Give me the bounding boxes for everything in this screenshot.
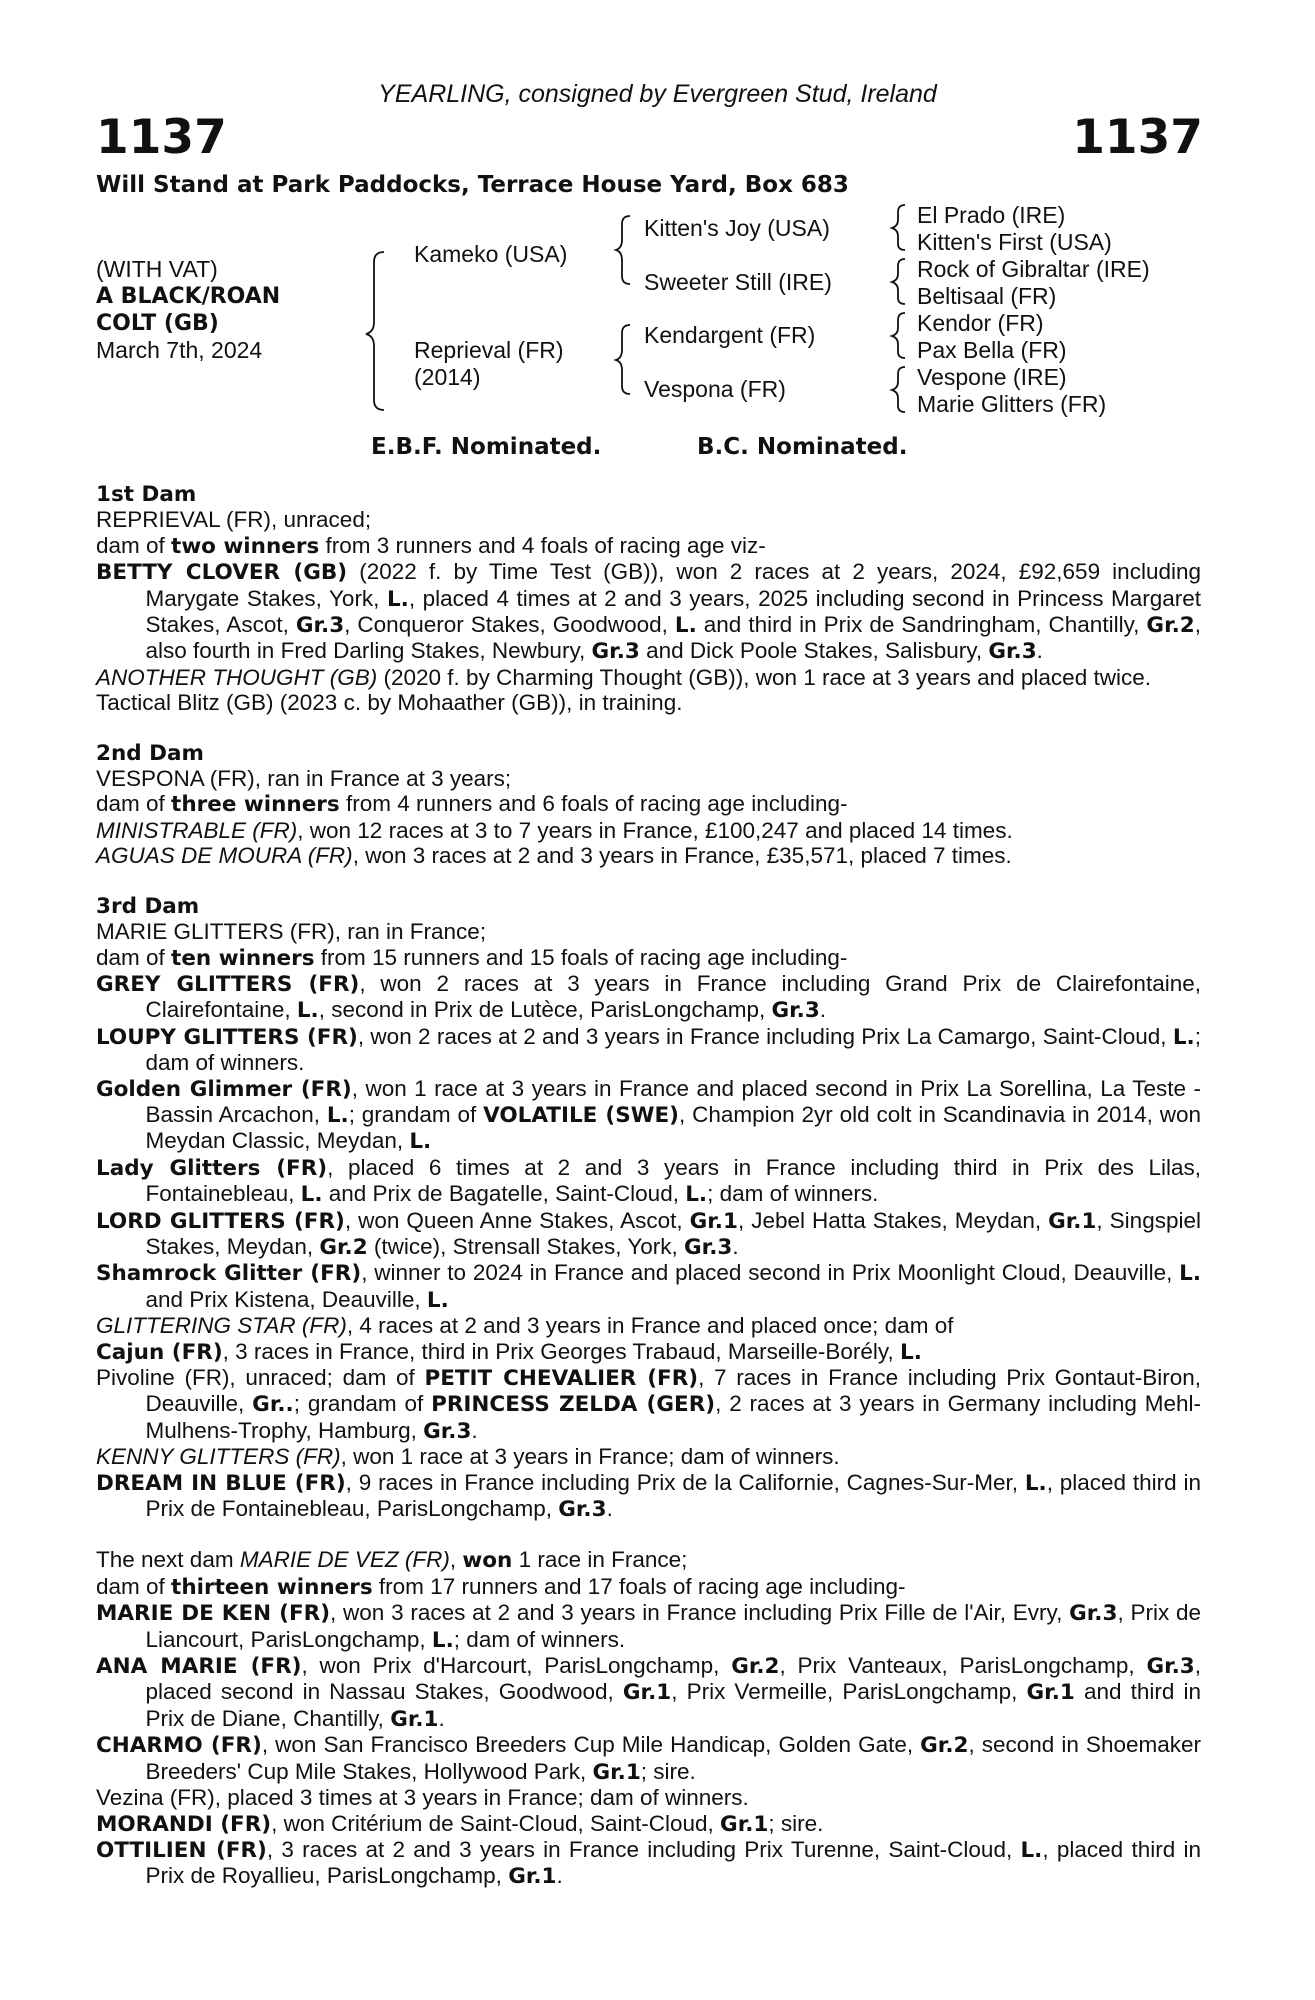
second-dam-produce: dam of three winners from 4 runners and 6 foals of racing age including- [96,791,848,818]
produce-entry: Lady Glitters (FR), placed 6 times at 2 and 3 years in France including third in Prix des Lilas, Fontainebleau, L. and Prix de Bagatelle, Saint-Cloud, L.; dam of winners. [96,1154,1201,1208]
produce-entry: LORD GLITTERS (FR), won Queen Anne Stakes, Ascot, Gr.1, Jebel Hatta Stakes, Meydan, Gr.1, Singspiel Stakes, Meydan, Gr.2 (twice), Strensall Stakes, York, Gr.3. [96,1207,1201,1260]
produce-entry: OTTILIEN (FR), 3 races at 2 and 3 years in France including Prix Turenne, Saint-Cloud, L., placed third in Prix de Royallieu, ParisLongchamp, Gr.1. [96,1836,1201,1890]
lot-number-right: 1137 [1072,110,1203,165]
pedigree-dam-year: (2014) [414,364,481,390]
bracket-gen3-1 [892,205,905,250]
produce-entry: DREAM IN BLUE (FR), 9 races in France including Prix de la Californie, Cagnes-Sur-Mer, L., placed third in Prix de Fontainebleau, ParisLongchamp, Gr.3. [96,1469,1202,1523]
next-dam-line: The next dam MARIE DE VEZ (FR), won 1 race in France; [96,1547,688,1574]
foaling-date: March 7th, 2024 [96,337,263,363]
third-dam-produce: dam of ten winners from 15 runners and 15 foals of racing age including- [96,944,848,971]
pedigree-sire-sire: Kitten's Joy (USA) [644,215,830,241]
produce-entry: Shamrock Glitter (FR), winner to 2024 in France and placed second in Prix Moonlight Cloud, Deauville, L. and Prix Kistena, Deauville, L. [96,1260,1201,1313]
produce-entry: CHARMO (FR), won San Francisco Breeders Cup Mile Handicap, Golden Gate, Gr.2, second in Shoemaker Breeders' Cup Mile Stakes, Hollywood Park, Gr.1; sire. [96,1732,1201,1785]
pedigree-g3-6: Pax Bella (FR) [917,337,1067,363]
produce-entry: ANOTHER THOUGHT (GB) (2020 f. by Charming Thought (GB)), won 1 race at 3 years and placed twice. [96,664,1151,690]
bracket-gen3-4 [892,367,905,412]
bracket-gen1 [366,252,384,410]
pedigree-g3-1: El Prado (IRE) [917,202,1066,228]
first-dam-heading: 1st Dam [96,482,197,507]
vat-label: (WITH VAT) [96,256,218,282]
stand-location: Will Stand at Park Paddocks, Terrace House Yard, Box 683 [96,172,849,198]
horse-sex: COLT (GB) [96,311,219,336]
produce-record [96,482,1201,1890]
pedigree-g3-3: Rock of Gibraltar (IRE) [917,256,1150,282]
pedigree-sire: Kameko (USA) [414,241,568,267]
second-dam-line: VESPONA (FR), ran in France at 3 years; [96,766,512,792]
produce-entry: Tactical Blitz (GB) (2023 c. by Mohaather (GB)), in training. [96,690,683,716]
produce-entry: Cajun (FR), 3 races in France, third in Prix Georges Trabaud, Marseille-Borély, L. [96,1338,922,1365]
produce-entry: AGUAS DE MOURA (FR), won 3 races at 2 and 3 years in France, £35,571, placed 7 times. [96,843,1012,869]
bc-nomination: B.C. Nominated. [697,434,908,460]
pedigree-g3-5: Kendor (FR) [917,310,1044,336]
produce-entry: BETTY CLOVER (GB) (2022 f. by Time Test (GB)), won 2 races at 2 years, 2024, £92,659 including Marygate Stakes, York, L., placed 4 times at 2 and 3 years, 2025 including second in Princess Margaret Stakes, Ascot, Gr.3, Conqueror Stakes, Goodwood, L. and third in Prix de Sandringham, Chantilly, Gr.2, also fourth in Fred Darling Stakes, Newbury, Gr.3 and Dick Poole Stakes, Salisbury, Gr.3. [96,559,1202,665]
produce-entry: MINISTRABLE (FR), won 12 races at 3 to 7 years in France, £100,247 and placed 14 times. [96,817,1013,843]
produce-entry: ANA MARIE (FR), won Prix d'Harcourt, ParisLongchamp, Gr.2, Prix Vanteaux, ParisLongchamp, Gr.3, placed second in Nassau Stakes, Goodwood, Gr.1, Prix Vermeille, ParisLongchamp, Gr.1 and third in Prix de Diane, Chantilly, Gr.1. [96,1653,1202,1732]
pedigree-dam: Reprieval (FR) [414,337,564,363]
pedigree-dam-dam: Vespona (FR) [644,376,786,402]
pedigree-g3-4: Beltisaal (FR) [917,283,1057,309]
produce-entry: GLITTERING STAR (FR), 4 races at 2 and 3 years in France and placed once; dam of [96,1313,954,1339]
pedigree-g3-7: Vespone (IRE) [917,364,1067,390]
bracket-gen3-2 [892,259,905,304]
produce-entry: MARIE DE KEN (FR), won 3 races at 2 and 3 years in France including Prix Fille de l'Air, Evry, Gr.3, Prix de Liancourt, ParisLongchamp, L.; dam of winners. [96,1600,1201,1653]
lot-number-left: 1137 [96,110,227,165]
third-dam-heading: 3rd Dam [96,893,200,919]
first-dam-line: REPRIEVAL (FR), unraced; [96,507,372,533]
second-dam-heading: 2nd Dam [96,740,204,766]
produce-entry: LOUPY GLITTERS (FR), won 2 races at 2 and 3 years in France including Prix La Camargo, Saint-Cloud, L.; dam of winners. [96,1023,1201,1076]
produce-entry: Pivoline (FR), unraced; dam of PETIT CHEVALIER (FR), 7 races in France including Prix Gontaut-Biron, Deauville, Gr..; grandam of PRINCESS ZELDA (GER), 2 races at 3 years in Germany including Mehl-Mulhens-Trophy, Hamburg, Gr.3. [96,1365,1202,1444]
produce-entry: Golden Glimmer (FR), won 1 race at 3 years in France and placed second in Prix La Sorellina, La Teste - Bassin Arcachon, L.; grandam of VOLATILE (SWE), Champion 2yr old colt in Scandinavia in 2014, won Meydan Classic, Meydan, L. [96,1075,1202,1155]
first-dam-produce: dam of two winners from 3 runners and 4 foals of racing age viz- [96,532,766,559]
next-dam-produce: dam of thirteen winners from 17 runners and 17 foals of racing age including- [96,1573,906,1600]
ebf-nomination: E.B.F. Nominated. [371,434,602,460]
produce-entry: KENNY GLITTERS (FR), won 1 race at 3 years in France; dam of winners. [96,1444,840,1470]
pedigree-g3-2: Kitten's First (USA) [917,229,1112,255]
pedigree-sire-dam: Sweeter Still (IRE) [644,269,832,295]
produce-entry: Vezina (FR), placed 3 times at 3 years in France; dam of winners. [96,1785,749,1811]
produce-entry: MORANDI (FR), won Critérium de Saint-Cloud, Saint-Cloud, Gr.1; sire. [96,1810,824,1837]
third-dam-line: MARIE GLITTERS (FR), ran in France; [96,919,487,945]
bracket-gen2-top [616,216,630,284]
bracket-gen3-3 [892,313,905,358]
produce-entry: GREY GLITTERS (FR), won 2 races at 3 years in France including Grand Prix de Clairefontaine, Clairefontaine, L., second in Prix de Lutèce, ParisLongchamp, Gr.3. [96,970,1201,1024]
consignment-line: YEARLING, consigned by Evergreen Stud, Ireland [378,80,937,108]
bracket-gen2-bottom [616,325,630,394]
pedigree-dam-sire: Kendargent (FR) [644,322,816,348]
horse-description: A BLACK/ROAN [96,284,281,309]
pedigree-g3-8: Marie Glitters (FR) [917,391,1107,417]
